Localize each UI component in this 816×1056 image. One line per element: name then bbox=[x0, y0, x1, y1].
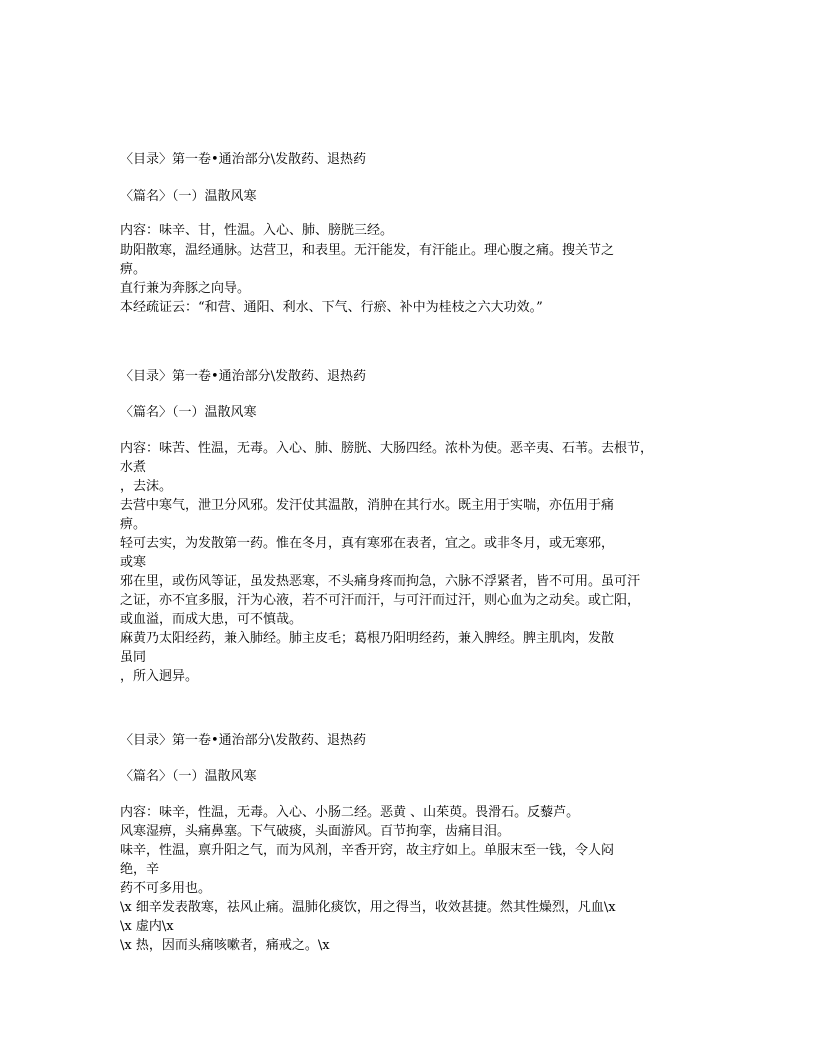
content-line: 之证，亦不宜多服，汗为心液，若不可汗而汗，与可汗而过汗，则心血为之动矣。或亡阳， bbox=[120, 593, 641, 608]
content-line: \x 虚内\x bbox=[120, 919, 174, 934]
content-line: 内容：味辛，性温，无毒。入心、小肠二经。恶黄 、山茱萸。畏滑石。反藜芦。 bbox=[120, 805, 580, 820]
content-line: 药不可多用也。 bbox=[120, 881, 212, 896]
content-line: 本经疏证云：“和营、通阳、利水、下气、行瘀、补中为桂枝之六大功效。” bbox=[120, 300, 543, 315]
content-line: 绝，辛 bbox=[120, 862, 160, 877]
catalog-line: 〈目录〉第一卷•通治部分\发散药、退热药 bbox=[120, 152, 367, 167]
content-line: 内容：味苦、性温，无毒。入心、肺、膀胱、大肠四经。浓朴为使。恶辛夷、石苇。去根节， bbox=[120, 441, 654, 456]
content-line: 助阳散寒，温经通脉。达营卫，和表里。无汗能发，有汗能止。理心腹之痛。搜关节之 bbox=[120, 243, 615, 258]
section-title: 〈篇名〉（一）温散风寒 bbox=[120, 405, 257, 420]
content-line: 邪在里，或伤风等证，虽发热恶寒，不头痛身疼而拘急，六脉不浮紧者，皆不可用。虽可汗 bbox=[120, 574, 641, 589]
section-title: 〈篇名〉（一）温散风寒 bbox=[120, 769, 257, 784]
content-line: \x 热，因而头痛咳嗽者，痛戒之。\x bbox=[120, 938, 330, 953]
content-line: 虽同 bbox=[120, 650, 147, 665]
content-line: 内容：味辛、甘，性温。入心、肺、膀胱三经。 bbox=[120, 223, 394, 238]
content-line: ，所入迥异。 bbox=[120, 669, 199, 684]
content-line: 麻黄乃太阳经药，兼入肺经。肺主皮毛；葛根乃阳明经药，兼入脾经。脾主肌肉，发散 bbox=[120, 631, 615, 646]
catalog-line: 〈目录〉第一卷•通治部分\发散药、退热药 bbox=[120, 369, 367, 384]
content-line: 水煮 bbox=[120, 460, 147, 475]
content-line: 或寒 bbox=[120, 555, 147, 570]
content-line: 或血溢，而成大患，可不慎哉。 bbox=[120, 612, 303, 627]
catalog-line: 〈目录〉第一卷•通治部分\发散药、退热药 bbox=[120, 733, 367, 748]
content-line: ，去沫。 bbox=[120, 479, 173, 494]
content-line: \x 细辛发表散寒，祛风止痛。温肺化痰饮，用之得当，收效甚捷。然其性燥烈，凡血\x bbox=[120, 900, 616, 915]
content-line: 轻可去实，为发散第一药。惟在冬月，真有寒邪在表者，宜之。或非冬月，或无寒邪， bbox=[120, 536, 615, 551]
content-line: 风寒湿痹，头痛鼻塞。下气破痰，头面游风。百节拘挛，齿痛目泪。 bbox=[120, 824, 511, 839]
content-line: 去营中寒气，泄卫分风邪。发汗仗其温散，消肿在其行水。既主用于实喘，亦伍用于痛 bbox=[120, 498, 615, 513]
content-line: 痹。 bbox=[120, 517, 147, 532]
content-line: 痹。 bbox=[120, 262, 147, 277]
section-title: 〈篇名〉（一）温散风寒 bbox=[120, 189, 257, 204]
content-line: 味辛，性温，禀升阳之气，而为风剂，辛香开窍，故主疗如上。单服末至一钱，令人闷 bbox=[120, 843, 615, 858]
content-line: 直行兼为奔豚之向导。 bbox=[120, 281, 251, 296]
